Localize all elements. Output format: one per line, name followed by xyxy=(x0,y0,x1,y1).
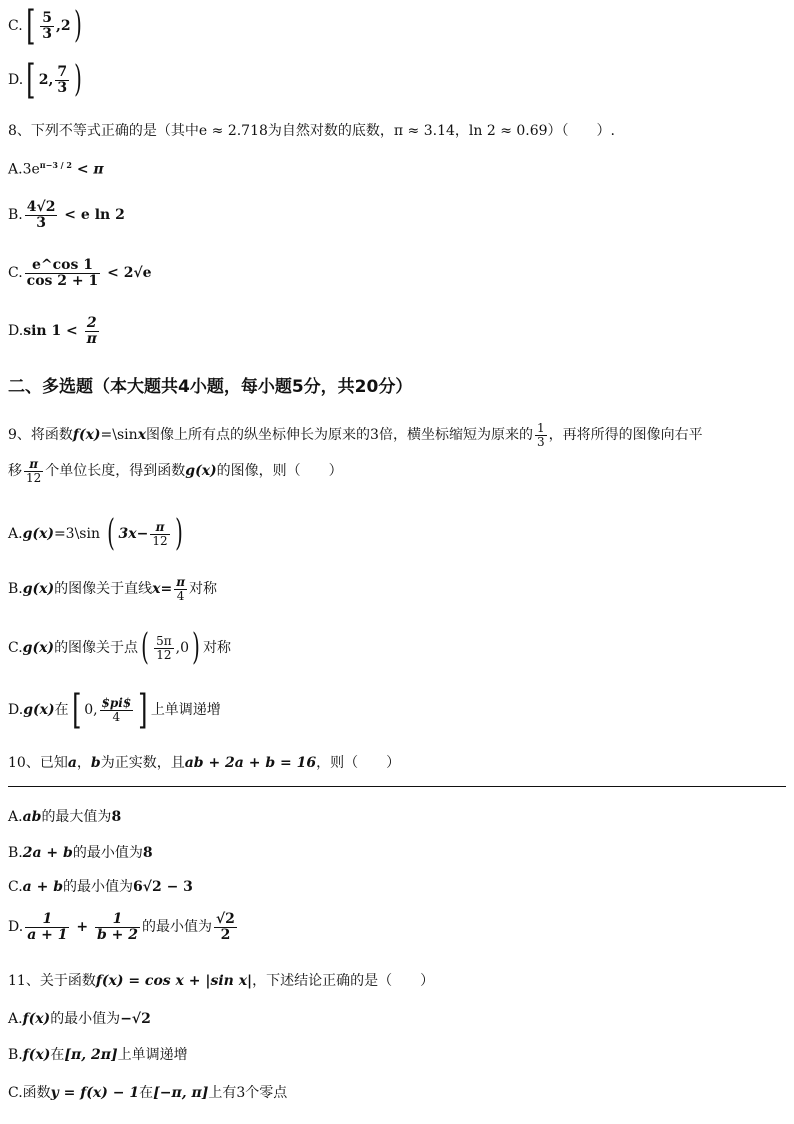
option-9b: B.g(x)的图像关于直线x= $\frac{\pi}{4}$ 对称 xyxy=(8,575,218,603)
question-10-stem: 10、已知a，b为正实数，且ab + 2a + b = 16，则（ ） xyxy=(8,755,401,771)
divider-line xyxy=(8,786,786,787)
left-paren: ( xyxy=(141,627,149,668)
question-11-stem: 11、关于函数f(x) = cos x + |sin x|，下述结论正确的是（ ） xyxy=(8,973,435,989)
fraction: $\frac{4√2}{3}$ xyxy=(26,199,56,231)
section-title: 二、多选题（本大题共4小题，每小题5分，共20分） xyxy=(8,377,413,397)
question-9-stem-line1: 9、将函数f(x)=\sinx图像上所有点的纵坐标伸长为原来的3倍，横坐标缩短为原来的 $\frac{1}{3}$ ，再将所得的图像向右平 xyxy=(8,421,703,449)
question-9-stem-line2: 移 $\frac{\pi}{12}$ 个单位长度，得到函数g(x)的图像，则（ ） xyxy=(8,457,343,485)
left-paren: ( xyxy=(107,513,116,554)
fraction: $\frac{1}{3}$ xyxy=(536,421,545,449)
fraction: $\frac{2}{\pi}$ xyxy=(86,315,97,347)
option-10b: B.2a + b的最小值为8 xyxy=(8,845,153,861)
option-8b: B. $\frac{4√2}{3}$ < e ln 2 xyxy=(8,199,125,231)
fraction: $\frac{1}{a + 1}$ xyxy=(27,911,68,943)
fraction: $\frac{\pi}{12}$ xyxy=(26,457,42,485)
right-paren: ) xyxy=(174,513,183,554)
fraction: $\frac{√2}{2}$ xyxy=(215,911,235,943)
fraction: $\frac{1}{b + 2}$ xyxy=(96,911,138,943)
fraction: $\frac{7}{3}$ xyxy=(57,63,68,96)
fraction: $\frac{\pi}{4}$ xyxy=(176,575,186,603)
option-9d: D.g(x)在[ 0, $\frac{\$pi\$}{4}$ ] 上单调递增 xyxy=(8,687,221,733)
right-paren: ) xyxy=(192,627,200,668)
fraction: $\frac{5}{3}$ xyxy=(42,9,53,42)
option-10a: A.ab的最大值为8 xyxy=(8,809,122,825)
option-9c: C.g(x)的图像关于点( $\frac{5\pi}{12}$ ,0) 对称 xyxy=(8,627,232,668)
question-8-stem: 8、下列不等式正确的是（其中e ≈ 2.718为自然对数的底数，π ≈ 3.14，ln 2 ≈ 0.69）（ ）. xyxy=(8,123,616,139)
option-8d: D.sin 1 < $\frac{2}{\pi}$ xyxy=(8,315,97,347)
option-10d: D. $\frac{1}{a + 1}$ + $\frac{1}{b + 2}$ 的最小值为 $\frac{√2}{2}$ xyxy=(8,911,235,943)
option-11b: B.f(x)在[π, 2π]上单调递增 xyxy=(8,1047,188,1063)
fraction: $\frac{\$pi\$}{4}$ xyxy=(101,695,132,724)
option-10c: C.a + b的最小值为6√2 − 3 xyxy=(8,879,193,895)
right-paren: ) xyxy=(74,59,83,100)
fraction: $\frac{e\^{}\cos 1}{\cos 2 + 1}$ xyxy=(26,257,99,289)
option-11a: A.f(x)的最小值为−√2 xyxy=(8,1011,151,1027)
option-8c: C. $\frac{e\^{}\cos 1}{\cos 2 + 1}$ < 2√e xyxy=(8,257,152,289)
option-7d: D.[ 2, $\frac{7}{3}$ ) xyxy=(8,57,83,103)
option-8a: $A.3e^{\pi-3 / 2} < \pi$ xyxy=(8,160,104,178)
right-bracket: ] xyxy=(138,687,148,733)
option-9a: A.g(x)=3\sin ( 3x− $\frac{\pi}{12}$ ) xyxy=(8,513,183,554)
right-paren: ) xyxy=(73,5,82,46)
left-bracket: [ xyxy=(26,57,36,103)
fraction: $\frac{5\pi}{12}$ xyxy=(156,633,172,662)
left-bracket: [ xyxy=(71,687,82,733)
left-bracket: [ xyxy=(25,3,36,49)
option-7c: C.[ $\frac{5}{3}$ ,2) xyxy=(8,3,82,49)
fraction: $\frac{\pi}{12}$ xyxy=(152,519,168,548)
option-11c: C.函数y = f(x) − 1在[−π, π]上有3个零点 xyxy=(8,1085,288,1101)
